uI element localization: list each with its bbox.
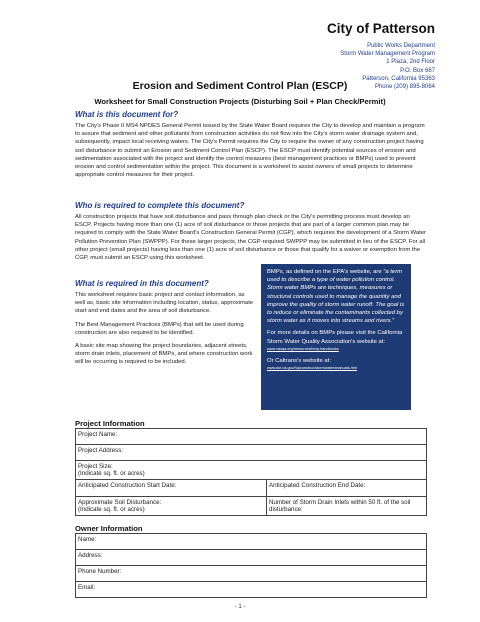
project-size-hint: (Indicate sq. ft. or acres)	[78, 470, 145, 478]
section-heading-who: Who is required to complete this document?	[75, 201, 245, 210]
section-heading-purpose: What is this document for?	[75, 110, 179, 119]
storm-drain-inlets-field[interactable]: Number of Storm Drain Inlets within 50 ft. of the soil disturbance:	[267, 497, 427, 516]
city-name: City of Patterson	[326, 21, 435, 36]
soil-disturbance-hint: (Indicate sq. ft. or acres)	[78, 506, 145, 514]
requirements-paragraph: A basic site map showing the project boundaries, adjacent streets, storm drain inlets, placement of BMPs, and where construction work will be occurring is required to be included.	[75, 343, 253, 366]
document-subtitle: Worksheet for Small Construction Projects (Disturbing Soil + Plan Check/Permit)	[94, 97, 386, 106]
project-name-field[interactable]: Project Name:	[76, 429, 427, 445]
address-line: Patterson, California 95363	[362, 75, 435, 82]
address-line: Storm Water Management Program	[340, 51, 435, 58]
bmp-lead-text: BMPs, as defined on the EPA's website, are	[267, 269, 382, 275]
address-line: 1 Plaza, 2nd Floor	[386, 59, 435, 66]
project-size-label: Project Size:	[78, 462, 113, 470]
construction-end-field[interactable]: Anticipated Construction End Date:	[267, 480, 427, 497]
project-info-heading: Project Information	[75, 419, 145, 428]
address-line: P.O. Box 667	[400, 67, 435, 74]
owner-phone-field[interactable]: Phone Number:	[76, 566, 427, 582]
soil-disturbance-label: Approximate Soil Disturbance:	[78, 498, 162, 506]
owner-name-field[interactable]: Name:	[76, 534, 427, 550]
soil-disturbance-field[interactable]	[76, 497, 267, 516]
section-heading-requirements: What is required in this document?	[75, 279, 209, 288]
section-body-purpose: The City's Phase II MS4 NPDES General Permit issued by the State Water Board requires the City to develop and maintain a program to assure that sediment and other pollutants from construction activities do not flow into the City's storm water drainage system and, subsequently, impact local receiving waters. The City's Permit requires the City to require the owner of any construction project having soil disturbance to submit an Erosion and Sediment Control Plan (ESCP). The ESCP must identify potential sources of erosion and sedimentation associated with the project and identify the control measures (best management practices or BMPs) used to prevent erosion and control sedimentation within the project. This document is a worksheet to assist owners of small projects to determine appropriate control measures for their project.	[75, 123, 425, 179]
casqa-link[interactable]: www.casqa.org/resources/bmp-handbooks	[267, 346, 339, 351]
section-body-who: All construction projects that have soil disturbance and pass through plan check or the City's permitting process must develop an ESCP. Projects having more than one (1) acre of soil disturbance or those projects that are part of a larger common plan may be required to comply with the State Water Board's Construction General Permit (CGP), which requires the development of a Storm Water Pollution Prevention Plan (SWPPP). For these larger projects, the CGP-required SWPPP may be submitted in lieu of the ESCP. For all other project (small projects) having less than one (1) acre of soil disturbance or those that qualify for a waiver or exemption from the CGP, must submit an ESCP using this worksheet.	[75, 214, 426, 262]
owner-email-field[interactable]: Email:	[76, 582, 427, 598]
bmp-more-info: For more details on BMPs please visit the California Storm Water Quality Association's website at:	[267, 330, 403, 345]
bmp-info-box	[261, 264, 411, 410]
construction-start-field[interactable]: Anticipated Construction Start Date:	[76, 480, 267, 497]
requirements-paragraph: This worksheet requires basic project and contact information, as well as, basic site information including location, status, approximate start and end dates and the area of soil disturbance.	[75, 292, 254, 315]
caltrans-text: Or Caltrans's website at:	[267, 357, 331, 364]
page-number: - 1 -	[234, 604, 246, 610]
owner-info-table	[75, 533, 427, 598]
section-body-requirements	[75, 291, 255, 367]
address-line: Phone (209) 895-8064	[374, 84, 435, 91]
caltrans-link[interactable]: www.dot.ca.gov/hq/construc/stormwater/manuals.htm	[267, 366, 357, 371]
project-info-table	[75, 428, 427, 516]
project-address-field[interactable]: Project Address:	[76, 445, 427, 461]
bmp-definition-quote: "a term used to describe a type of water pollution control. Storm water BMPs are techniques, measures or structural controls used to manage the quantity and improve the quality of storm water runoff. The goal is to reduce or eliminate the contaminants collected by storm water as it moves into streams and rivers."	[267, 269, 405, 325]
owner-address-field[interactable]: Address:	[76, 550, 427, 566]
requirements-paragraph: The Best Management Practices (BMPs) that will be used during construction are also required to be identified.	[75, 321, 244, 336]
owner-info-heading: Owner Information	[75, 524, 143, 533]
document-title: Erosion and Sediment Control Plan (ESCP)	[132, 80, 348, 92]
address-line: Public Works Department	[367, 43, 435, 49]
project-size-field[interactable]	[76, 461, 427, 480]
